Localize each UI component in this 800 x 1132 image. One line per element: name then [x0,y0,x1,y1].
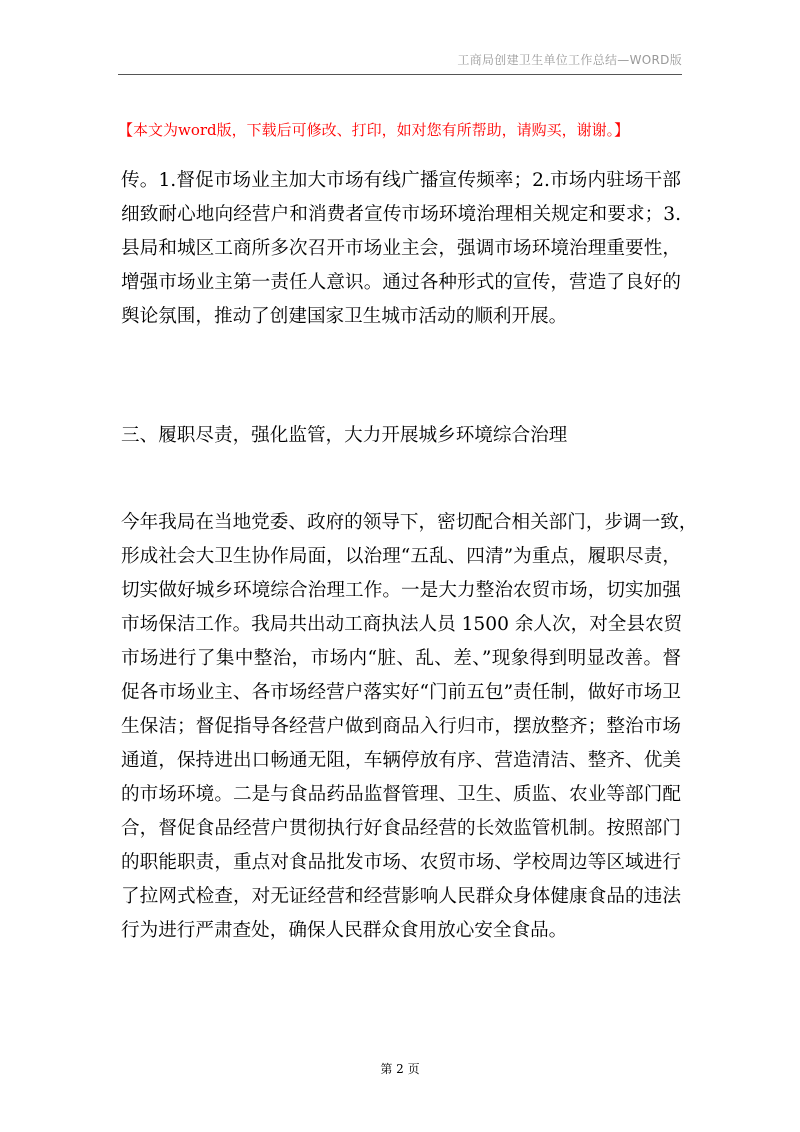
paragraph-line: 县局和城区工商所多次召开市场业主会，强调市场环境治理重要性， [121,238,681,259]
paragraph-line: 促各市场业主、各市场经营户落实好“门前五包”责任制，做好市场卫 [121,682,681,703]
paragraph-line: 市场保洁工作。我局共出动工商执法人员 1500 余人次，对全县农贸 [121,614,683,635]
paragraph-line: 切实做好城乡环境综合治理工作。一是大力整治农贸市场，切实加强 [121,580,681,601]
running-header: 工商局创建卫生单位工作总结—WORD版 [457,53,682,67]
download-notice: 【本文为word版，下载后可修改、打印，如对您有所帮助，请购买，谢谢。】 [118,121,630,139]
paragraph-line: 增强市场业主第一责任人意识。通过各种形式的宣传，营造了良好的 [121,272,681,293]
paragraph-line: 市场进行了集中整治，市场内“脏、乱、差、”现象得到明显改善。督 [121,648,681,669]
paragraph-line: 传。1.督促市场业主加大市场有线广播宣传频率；2.市场内驻场干部 [121,170,681,191]
paragraph-line: 合，督促食品经营户贯彻执行好食品经营的长效监管机制。按照部门 [121,818,681,839]
section-heading: 三、履职尽责，强化监管，大力开展城乡环境综合治理 [121,425,568,446]
paragraph-line: 了拉网式检查，对无证经营和经营影响人民群众身体健康食品的违法 [121,886,681,907]
paragraph-line: 舆论氛围，推动了创建国家卫生城市活动的顺利开展。 [121,306,568,327]
paragraph-line: 生保洁；督促指导各经营户做到商品入行归市，摆放整齐；整治市场 [121,716,681,737]
paragraph-line: 行为进行严肃查处，确保人民群众食用放心安全食品。 [121,920,568,941]
header-divider [118,74,682,75]
paragraph-line: 形成社会大卫生协作局面，以治理“五乱、四清”为重点，履职尽责， [121,546,681,567]
paragraph-publicity [121,164,681,334]
paragraph-governance [121,506,698,948]
paragraph-line: 今年我局在当地党委、政府的领导下，密切配合相关部门，步调一致， [121,512,698,533]
paragraph-line: 的职能职责，重点对食品批发市场、农贸市场、学校周边等区域进行 [121,852,681,873]
paragraph-line: 细致耐心地向经营户和消费者宣传市场环境治理相关规定和要求；3. [121,204,681,225]
paragraph-line: 通道，保持进出口畅通无阻，车辆停放有序、营造清洁、整齐、优美 [121,750,681,771]
paragraph-line: 的市场环境。二是与食品药品监督管理、卫生、质监、农业等部门配 [121,784,681,805]
page-number: 第 2 页 [380,1062,420,1076]
